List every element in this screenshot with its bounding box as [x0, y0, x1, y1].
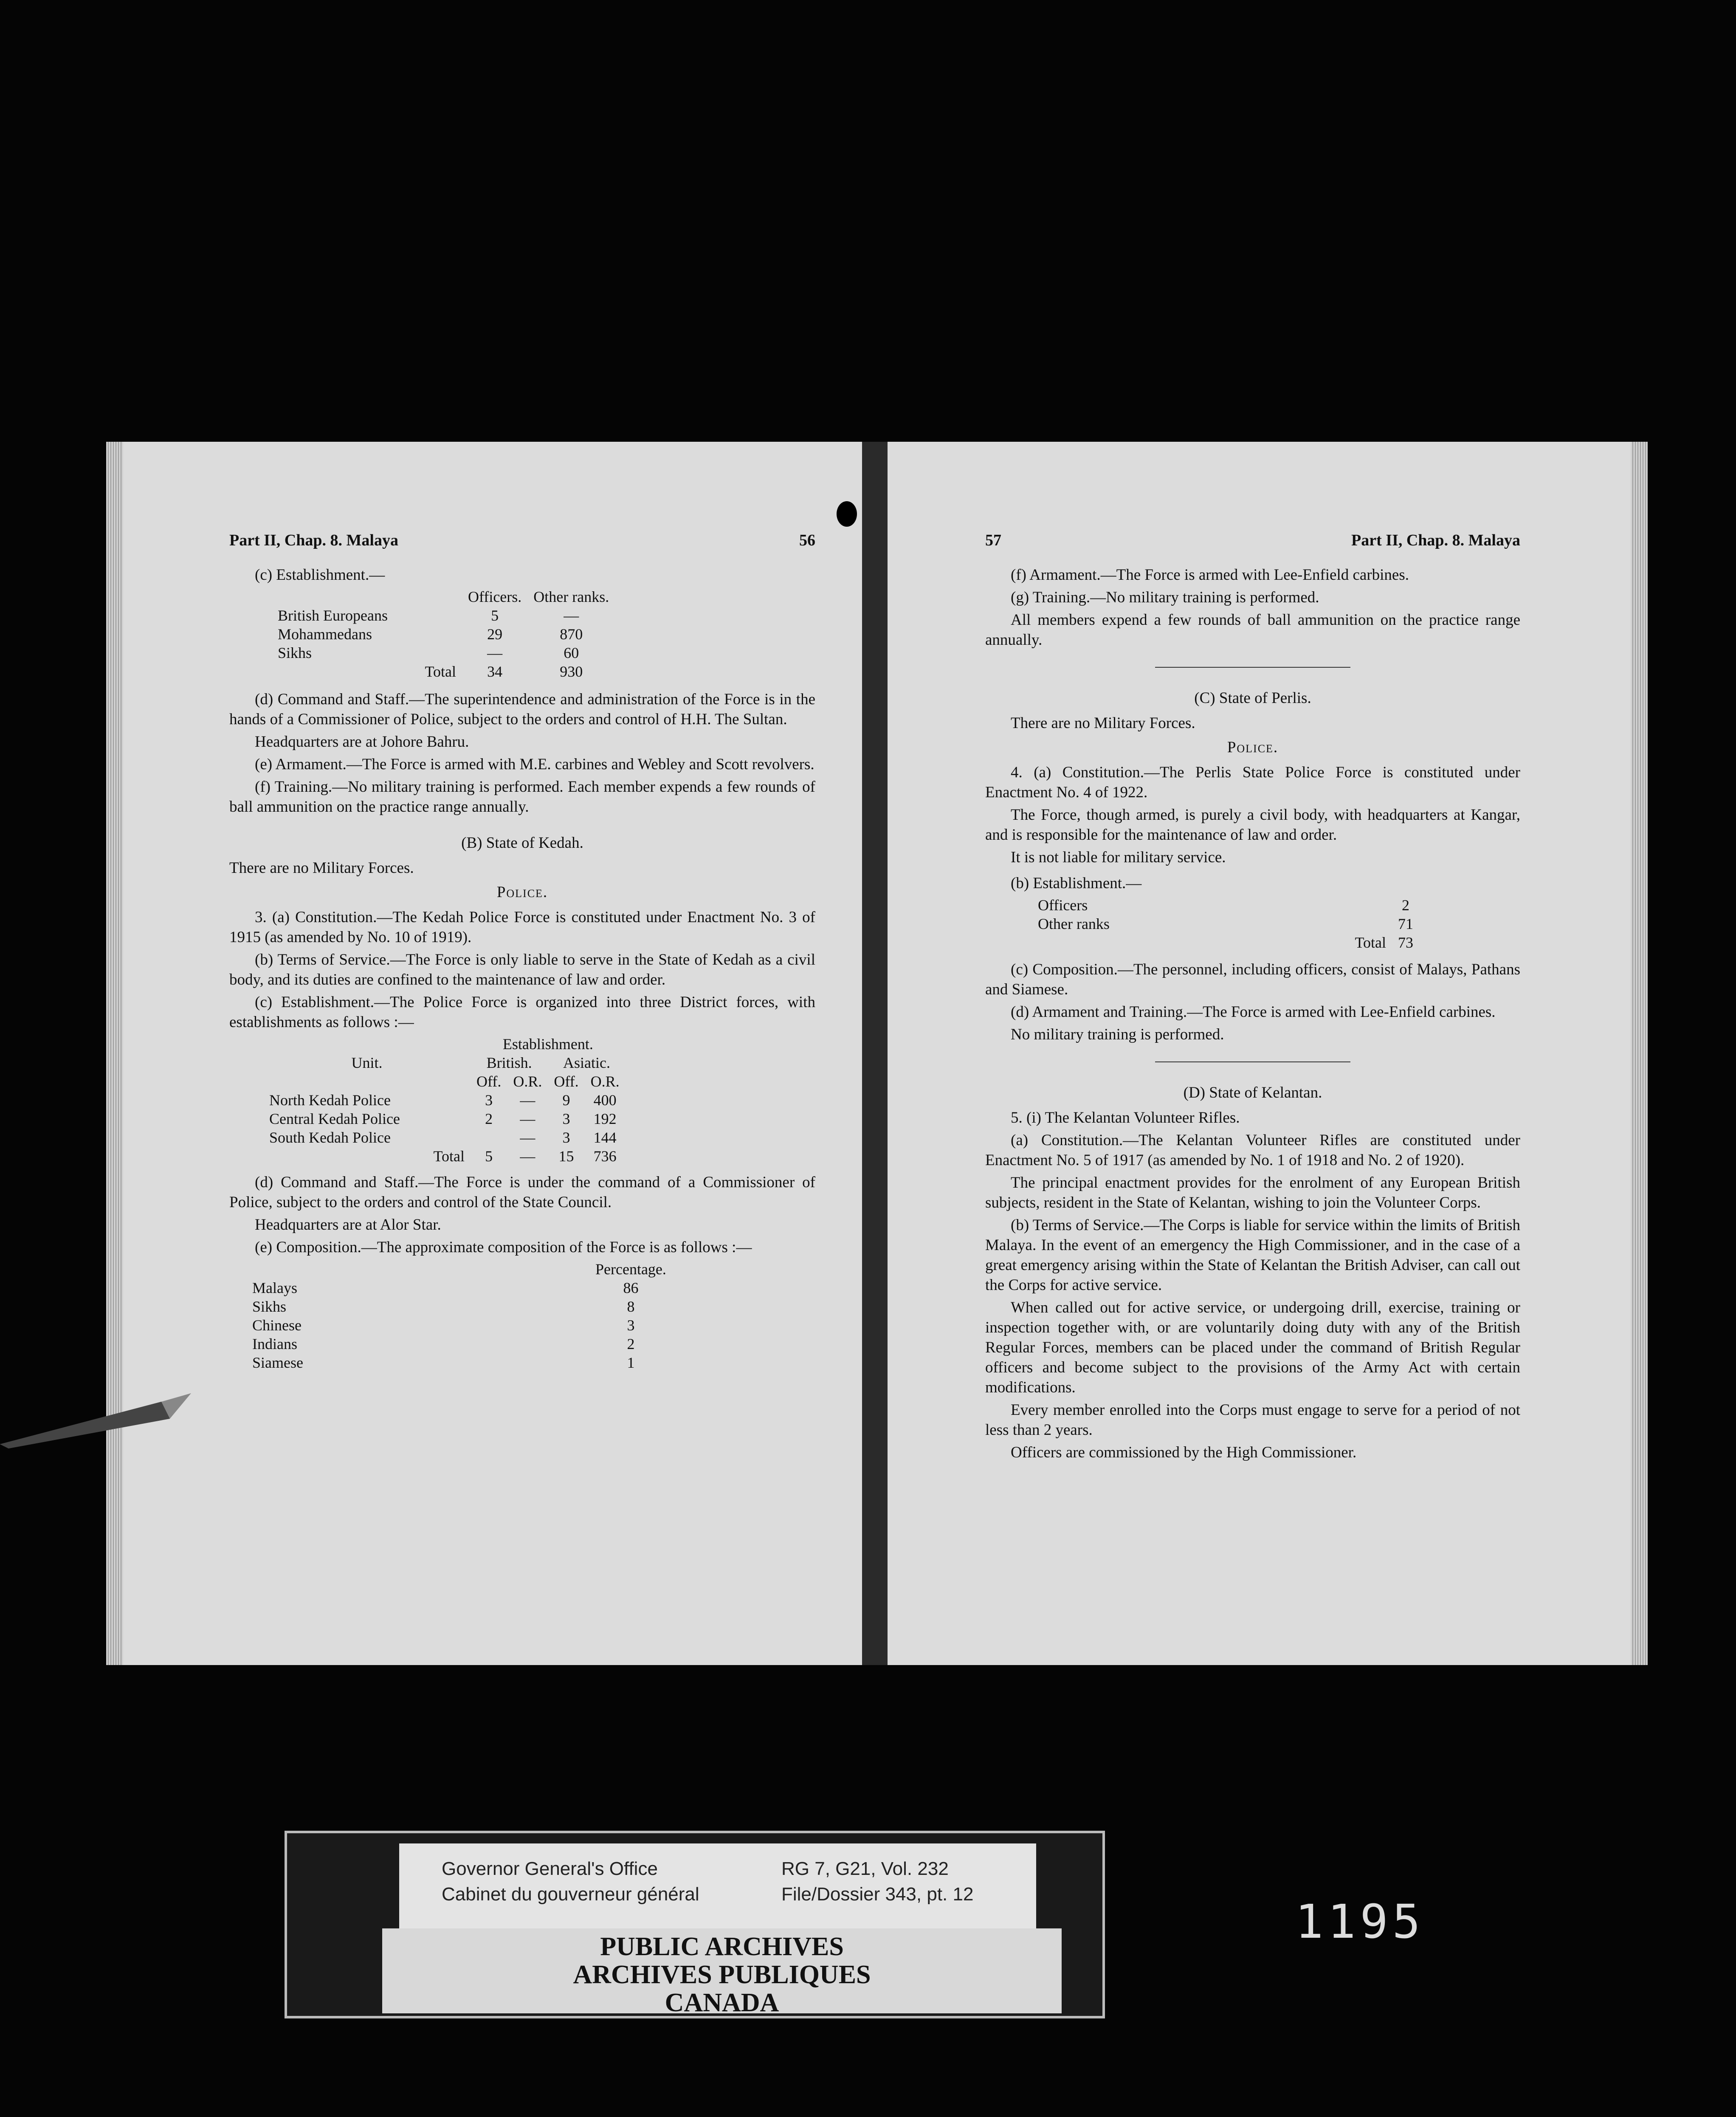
- perlis-no-training: No military training is performed.: [1011, 1026, 1224, 1043]
- header-officers: Officers.: [468, 588, 522, 605]
- kelantan-rifles: 5. (i) The Kelantan Volunteer Rifles.: [1011, 1109, 1240, 1126]
- punch-hole: [837, 501, 857, 527]
- training-paragraph: (g) Training.—No military training is performed.: [1011, 589, 1319, 606]
- table-row: [272, 606, 615, 625]
- headquarters-alor: Headquarters are at Alor Star.: [255, 1216, 441, 1234]
- cell: —: [520, 1148, 535, 1165]
- group-name: Siamese: [252, 1354, 303, 1371]
- table-row: [263, 1109, 626, 1128]
- cell: —: [520, 1129, 535, 1146]
- table-row: [246, 1297, 672, 1316]
- stamp-line-1: PUBLIC ARCHIVES: [600, 1932, 844, 1961]
- perlis-police-heading: Police.: [1227, 739, 1279, 756]
- frame-counter: 1195: [1295, 1894, 1425, 1949]
- kedah-command: (d) Command and Staff.—The Force is under the command of a Commissioner of Police, subject to the orders and control of the State Council.: [229, 1174, 815, 1211]
- right-page-edge: [1631, 442, 1648, 1665]
- table-row: [246, 1353, 672, 1372]
- row-officers: 5: [491, 607, 499, 624]
- office-name-fr: Cabinet du gouverneur général: [442, 1884, 699, 1905]
- headquarters-johore: Headquarters are at Johore Bahru.: [255, 733, 469, 751]
- cell: 5: [485, 1148, 493, 1165]
- row-other: 60: [564, 644, 579, 661]
- stamp-line-2: ARCHIVES PUBLIQUES: [573, 1960, 871, 1989]
- unit-name: South Kedah Police: [269, 1129, 391, 1146]
- pen-tip-icon: [0, 1393, 204, 1448]
- unit-name: Central Kedah Police: [269, 1110, 400, 1127]
- sub-header: O.R.: [513, 1073, 542, 1090]
- kelantan-principal: The principal enactment provides for the enrolment of any European British subjects, resident in the State of Kelantan, wishing to join the Volunteer Corps.: [985, 1174, 1520, 1211]
- table-row: [246, 1335, 672, 1353]
- perlis-constitution: 4. (a) Constitution.—The Perlis State Police Force is constituted under Enactment No. 4 of 1922.: [985, 764, 1520, 801]
- row-officers: —: [487, 644, 503, 661]
- left-page: [123, 442, 862, 1665]
- armament-paragraph: (e) Armament.—The Force is armed with M.E. carbines and Webley and Scott revolvers.: [255, 756, 814, 773]
- left-page-edge: [106, 442, 123, 1665]
- kedah-police-heading: Police.: [496, 883, 548, 901]
- left-running-head: [229, 531, 815, 550]
- kelantan-terms: (b) Terms of Service.—The Corps is liable for service within the limits of British Malaya. In the event of an emergency the High Commissioner, and in the case of a great emergency arising within the State of Kelantan the British Adviser, can call out the Corps for active service.: [985, 1217, 1520, 1294]
- establishment-heading: (c) Establishment.—: [255, 566, 385, 584]
- establishment-group-header: Establishment.: [502, 1036, 593, 1053]
- perlis-force: The Force, though armed, is purely a civil body, with headquarters at Kangar, and is responsible for the maintenance of law and order.: [985, 806, 1520, 844]
- table-row: [246, 1279, 672, 1297]
- group-name: Indians: [252, 1335, 297, 1352]
- table-row: [1032, 915, 1419, 933]
- kelantan-constitution: (a) Constitution.—The Kelantan Volunteer Rifles are constituted under Enactment No. 5 of 1917 (as amended by No. 1 of 1918 and No. 2 of 1920).: [985, 1132, 1520, 1169]
- row-label: British Europeans: [278, 607, 388, 624]
- perlis-establishment-table: [1032, 896, 1419, 952]
- right-page: [888, 442, 1631, 1665]
- office-name-en: Governor General's Office: [442, 1858, 658, 1879]
- kelantan-section-title: (D) State of Kelantan.: [1183, 1084, 1322, 1101]
- header-other-ranks: Other ranks.: [533, 588, 609, 605]
- file-dossier: File/Dossier 343, pt. 12: [781, 1884, 974, 1905]
- right-running-head: [985, 531, 1520, 550]
- row-value: 2: [1402, 897, 1409, 914]
- row-other: 870: [560, 626, 583, 643]
- kedah-section-title: (B) State of Kedah.: [461, 834, 583, 852]
- cell: 144: [593, 1129, 617, 1146]
- cell: [471, 1128, 507, 1147]
- total-label: Total: [433, 1148, 465, 1165]
- command-paragraph: (d) Command and Staff.—The superintendence and administration of the Force is in the hands of a Commissioner of Police, subject to the orders and control of H.H. The Sultan.: [229, 691, 815, 728]
- percentage: 8: [627, 1298, 635, 1315]
- perlis-no-forces: There are no Military Forces.: [1011, 714, 1195, 732]
- total-label: Total: [425, 663, 456, 680]
- record-group: RG 7, G21, Vol. 232: [781, 1858, 949, 1879]
- row-label: Sikhs: [278, 644, 312, 661]
- running-head-title: Part II, Chap. 8. Malaya: [1351, 531, 1520, 549]
- kedah-terms: (b) Terms of Service.—The Force is only liable to serve in the State of Kedah as a civil body, and its duties are confined to the maintenance of law and order.: [229, 951, 815, 988]
- table-row: [272, 625, 615, 644]
- row-other: —: [564, 607, 579, 624]
- perlis-armament: (d) Armament and Training.—The Force is armed with Lee-Enfield carbines.: [1011, 1003, 1496, 1021]
- district-table: [263, 1035, 626, 1166]
- section-divider: [1155, 1061, 1350, 1062]
- table-total-row: [1032, 933, 1419, 952]
- kedah-constitution: 3. (a) Constitution.—The Kedah Police Force is constituted under Enactment No. 3 of 1915 (as amended by No. 10 of 1919).: [229, 909, 815, 946]
- open-book: [123, 442, 1631, 1678]
- perlis-not-liable: It is not liable for military service.: [1011, 849, 1226, 866]
- cell: 15: [558, 1148, 574, 1165]
- table-row: [263, 1091, 626, 1109]
- page-number: 56: [799, 531, 815, 549]
- kelantan-officers: Officers are commissioned by the High Commissioner.: [1011, 1444, 1357, 1461]
- cell: —: [520, 1110, 535, 1127]
- british-header: British.: [486, 1054, 532, 1071]
- perlis-establishment-heading: (b) Establishment.—: [1011, 875, 1142, 892]
- group-name: Sikhs: [252, 1298, 287, 1315]
- header-blank: [272, 587, 462, 606]
- row-label: Officers: [1038, 897, 1088, 914]
- row-label: Other ranks: [1038, 915, 1110, 932]
- sub-header: O.R.: [590, 1073, 620, 1090]
- page-number: 57: [985, 531, 1001, 549]
- perlis-composition: (c) Composition.—The personnel, including officers, consist of Malays, Pathans and Siamese.: [985, 961, 1520, 998]
- table-row: [246, 1316, 672, 1335]
- cell: 3: [562, 1129, 570, 1146]
- stamp-line-3: CANADA: [665, 1988, 779, 2017]
- public-archives-stamp: [382, 1928, 1062, 2017]
- percentage: 1: [627, 1354, 635, 1371]
- unit-name: North Kedah Police: [269, 1092, 391, 1109]
- kedah-no-forces: There are no Military Forces.: [229, 859, 414, 877]
- cell: 9: [562, 1092, 570, 1109]
- kelantan-every-member: Every member enrolled into the Corps must engage to serve for a period of not less than 2 years.: [985, 1401, 1520, 1439]
- total-label: Total: [1355, 934, 1386, 951]
- all-members-paragraph: All members expend a few rounds of ball ammunition on the practice range annually.: [985, 611, 1520, 649]
- table-total-row: [263, 1147, 626, 1166]
- composition-table: [246, 1260, 672, 1372]
- running-head-title: Part II, Chap. 8. Malaya: [229, 531, 398, 549]
- cell: 736: [593, 1148, 617, 1165]
- sub-header: Off.: [554, 1073, 579, 1090]
- book-gutter: [862, 442, 888, 1665]
- archive-reference-label: [399, 1843, 1036, 1941]
- total-officers: 34: [487, 663, 503, 680]
- training-paragraph: (f) Training.—No military training is performed. Each member expends a few rounds of ball ammunition on the practice range annually.: [229, 778, 815, 816]
- sub-header: Off.: [476, 1073, 502, 1090]
- cell: 3: [485, 1092, 493, 1109]
- section-divider: [1155, 667, 1350, 668]
- cell: 3: [562, 1110, 570, 1127]
- cell: —: [520, 1092, 535, 1109]
- establishment-table: [272, 587, 615, 681]
- percentage: 2: [627, 1335, 635, 1352]
- table-total-row: [272, 662, 615, 681]
- row-value: 71: [1398, 915, 1413, 932]
- cell: 2: [485, 1110, 493, 1127]
- unit-header: Unit.: [351, 1054, 383, 1071]
- total-value: 73: [1398, 934, 1413, 951]
- percentage-header: Percentage.: [595, 1261, 666, 1278]
- kedah-composition: (e) Composition.—The approximate composition of the Force is as follows :—: [255, 1239, 752, 1256]
- cell: 400: [593, 1092, 617, 1109]
- group-name: Malays: [252, 1279, 297, 1296]
- table-row: [1032, 896, 1419, 915]
- row-officers: 29: [487, 626, 503, 643]
- percentage: 86: [623, 1279, 639, 1296]
- table-row: [263, 1128, 626, 1147]
- cell: 192: [593, 1110, 617, 1127]
- total-other: 930: [560, 663, 583, 680]
- percentage: 3: [627, 1317, 635, 1334]
- perlis-section-title: (C) State of Perlis.: [1194, 689, 1311, 707]
- armament-paragraph: (f) Armament.—The Force is armed with Lee-Enfield carbines.: [1011, 566, 1409, 584]
- row-label: Mohammedans: [278, 626, 372, 643]
- asiatic-header: Asiatic.: [563, 1054, 610, 1071]
- kelantan-called-out: When called out for active service, or undergoing drill, exercise, training or inspection together with, or are voluntarily doing duty with any of the British Regular Forces, members can be placed under the command of British Regular officers and become subject to the provisions of the Army Act with certain modifications.: [985, 1299, 1520, 1396]
- kedah-establishment: (c) Establishment.—The Police Force is organized into three District forces, with establishments as follows :—: [229, 994, 815, 1031]
- table-row: [272, 644, 615, 662]
- group-name: Chinese: [252, 1317, 302, 1334]
